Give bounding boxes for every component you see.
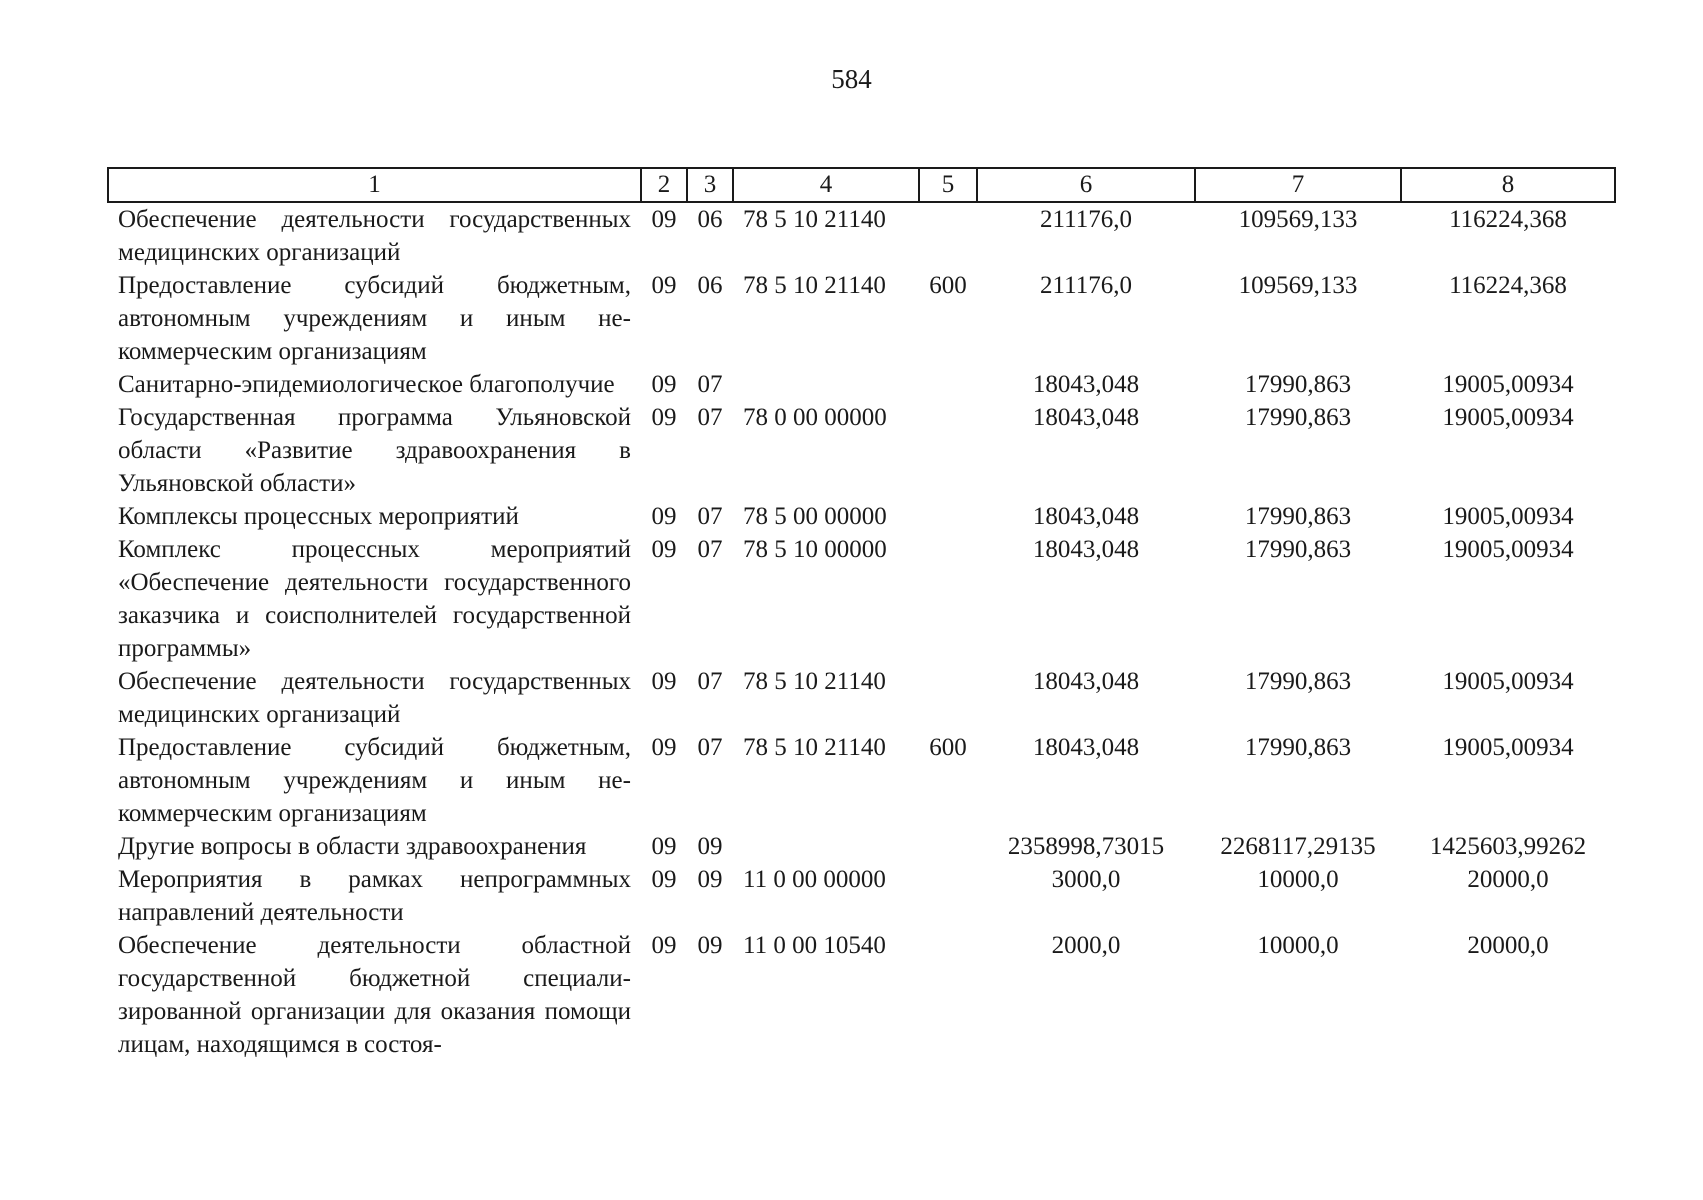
page-number: 584 — [831, 64, 872, 94]
row-section-code: 09 — [651, 668, 677, 695]
row-subsection-code: 07 — [697, 734, 723, 761]
row-target-article: 78 5 10 21140 — [743, 668, 886, 695]
row-target-article: 78 5 10 21140 — [743, 272, 886, 299]
row-expense-type — [919, 202, 977, 269]
header-col-3: 3 — [687, 168, 733, 202]
row-amount-col6: 18043,048 — [1032, 503, 1140, 530]
row-section-code: 09 — [651, 734, 677, 761]
table-row — [108, 500, 1615, 533]
row-name: Комплекс процессных мероприятий «Обеспечение деятельности государственного заказчика и соисполнителей государственной программы» — [118, 536, 631, 662]
row-amount-col6: 2000,0 — [1051, 932, 1121, 959]
row-target-article: 11 0 00 10540 — [743, 932, 886, 959]
row-expense-type — [919, 533, 977, 665]
row-section-code: 09 — [651, 932, 677, 959]
row-expense-type — [919, 401, 977, 500]
row-expense-type — [919, 665, 977, 731]
row-amount-col6: 211176,0 — [1040, 206, 1132, 233]
row-target-article: 78 5 10 00000 — [743, 536, 887, 563]
table-row — [108, 202, 1615, 269]
budget-table — [107, 167, 1616, 1061]
row-expense-type — [919, 929, 977, 1061]
row-target-article: 78 5 00 00000 — [743, 503, 887, 530]
row-subsection-code: 06 — [697, 272, 723, 299]
row-amount-col6: 3000,0 — [1051, 866, 1121, 893]
row-section-code: 09 — [651, 272, 677, 299]
row-amount-col6: 18043,048 — [1032, 404, 1140, 431]
row-amount-col7: 17990,863 — [1244, 734, 1352, 761]
row-name: Мероприятия в рамках непрограммных направлений деятельности — [118, 866, 631, 926]
row-amount-col8: 19005,00934 — [1442, 536, 1574, 563]
row-subsection-code: 07 — [697, 371, 723, 398]
table-body — [108, 202, 1615, 1061]
row-amount-col8: 19005,00934 — [1442, 404, 1574, 431]
row-name: Предоставление субсидий бюджетным, автономным учреждениям и иным некоммерческим организациям — [118, 734, 631, 827]
row-amount-col7: 109569,133 — [1238, 206, 1358, 233]
row-amount-col7: 10000,0 — [1257, 932, 1339, 959]
row-amount-col8: 20000,0 — [1467, 866, 1549, 893]
row-subsection-code: 07 — [697, 668, 723, 695]
row-amount-col6: 18043,048 — [1032, 536, 1140, 563]
row-name: Санитарно-эпидемиологическое благополучие — [118, 371, 615, 398]
table-header — [108, 168, 1615, 202]
row-expense-type — [919, 500, 977, 533]
header-col-8: 8 — [1401, 168, 1615, 202]
row-amount-col7: 17990,863 — [1244, 668, 1352, 695]
row-amount-col7: 17990,863 — [1244, 404, 1352, 431]
row-section-code: 09 — [651, 206, 677, 233]
table-row — [108, 731, 1615, 830]
row-name: Государственная программа Ульяновской области «Развитие здравоохранения в Ульяновской области» — [118, 404, 631, 497]
row-amount-col8: 19005,00934 — [1442, 734, 1574, 761]
row-section-code: 09 — [651, 371, 677, 398]
row-name: Обеспечение деятельности государственных медицинских организаций — [118, 668, 631, 728]
row-expense-type — [919, 368, 977, 401]
row-target-article — [733, 830, 919, 863]
table-row — [108, 830, 1615, 863]
row-section-code: 09 — [651, 536, 677, 563]
row-subsection-code: 07 — [697, 503, 723, 530]
row-subsection-code: 06 — [697, 206, 723, 233]
row-expense-type — [919, 830, 977, 863]
row-subsection-code: 07 — [697, 404, 723, 431]
row-amount-col8: 116224,368 — [1449, 272, 1567, 299]
table-row — [108, 401, 1615, 500]
row-expense-type: 600 — [929, 272, 967, 299]
table-row — [108, 929, 1615, 1061]
row-amount-col7: 10000,0 — [1257, 866, 1339, 893]
row-amount-col6: 18043,048 — [1032, 734, 1140, 761]
row-target-article: 78 5 10 21140 — [743, 734, 886, 761]
table-row — [108, 665, 1615, 731]
row-target-article: 78 5 10 21140 — [743, 206, 886, 233]
row-section-code: 09 — [651, 866, 677, 893]
row-amount-col7: 109569,133 — [1238, 272, 1358, 299]
header-col-7: 7 — [1195, 168, 1401, 202]
row-section-code: 09 — [651, 503, 677, 530]
table-row — [108, 368, 1615, 401]
row-subsection-code: 09 — [697, 866, 723, 893]
table-row — [108, 533, 1615, 665]
row-target-article — [733, 368, 919, 401]
row-target-article: 11 0 00 00000 — [743, 866, 886, 893]
header-row — [108, 168, 1615, 202]
row-expense-type — [919, 863, 977, 929]
row-amount-col8: 19005,00934 — [1442, 503, 1574, 530]
row-amount-col7: 17990,863 — [1244, 371, 1352, 398]
row-amount-col8: 116224,368 — [1449, 206, 1567, 233]
row-target-article: 78 0 00 00000 — [743, 404, 887, 431]
row-amount-col8: 1425603,99262 — [1429, 833, 1587, 860]
row-expense-type: 600 — [929, 734, 967, 761]
row-section-code: 09 — [651, 404, 677, 431]
row-amount-col6: 18043,048 — [1032, 371, 1140, 398]
header-col-6: 6 — [977, 168, 1195, 202]
row-amount-col6: 2358998,73015 — [1007, 833, 1165, 860]
row-name: Обеспечение деятельности областной государственной бюджетной специализированной организации для оказания помощи лицам, находящимся в состоя- — [118, 932, 631, 1058]
header-col-1: 1 — [108, 168, 641, 202]
row-amount-col7: 2268117,29135 — [1220, 833, 1376, 860]
row-amount-col6: 211176,0 — [1040, 272, 1132, 299]
row-subsection-code: 07 — [697, 536, 723, 563]
row-name: Предоставление субсидий бюджетным, автономным учреждениям и иным некоммерческим организациям — [118, 272, 631, 365]
row-amount-col8: 19005,00934 — [1442, 668, 1574, 695]
row-name: Комплексы процессных мероприятий — [118, 503, 519, 530]
table-row — [108, 863, 1615, 929]
row-name: Другие вопросы в области здравоохранения — [118, 833, 587, 860]
row-amount-col8: 19005,00934 — [1442, 371, 1574, 398]
row-name: Обеспечение деятельности государственных медицинских организаций — [118, 206, 631, 266]
row-section-code: 09 — [651, 833, 677, 860]
row-amount-col6: 18043,048 — [1032, 668, 1140, 695]
header-col-5: 5 — [919, 168, 977, 202]
row-subsection-code: 09 — [697, 833, 723, 860]
header-col-4: 4 — [733, 168, 919, 202]
row-amount-col7: 17990,863 — [1244, 536, 1352, 563]
row-amount-col8: 20000,0 — [1467, 932, 1549, 959]
table-row — [108, 269, 1615, 368]
header-col-2: 2 — [641, 168, 687, 202]
row-amount-col7: 17990,863 — [1244, 503, 1352, 530]
row-subsection-code: 09 — [697, 932, 723, 959]
